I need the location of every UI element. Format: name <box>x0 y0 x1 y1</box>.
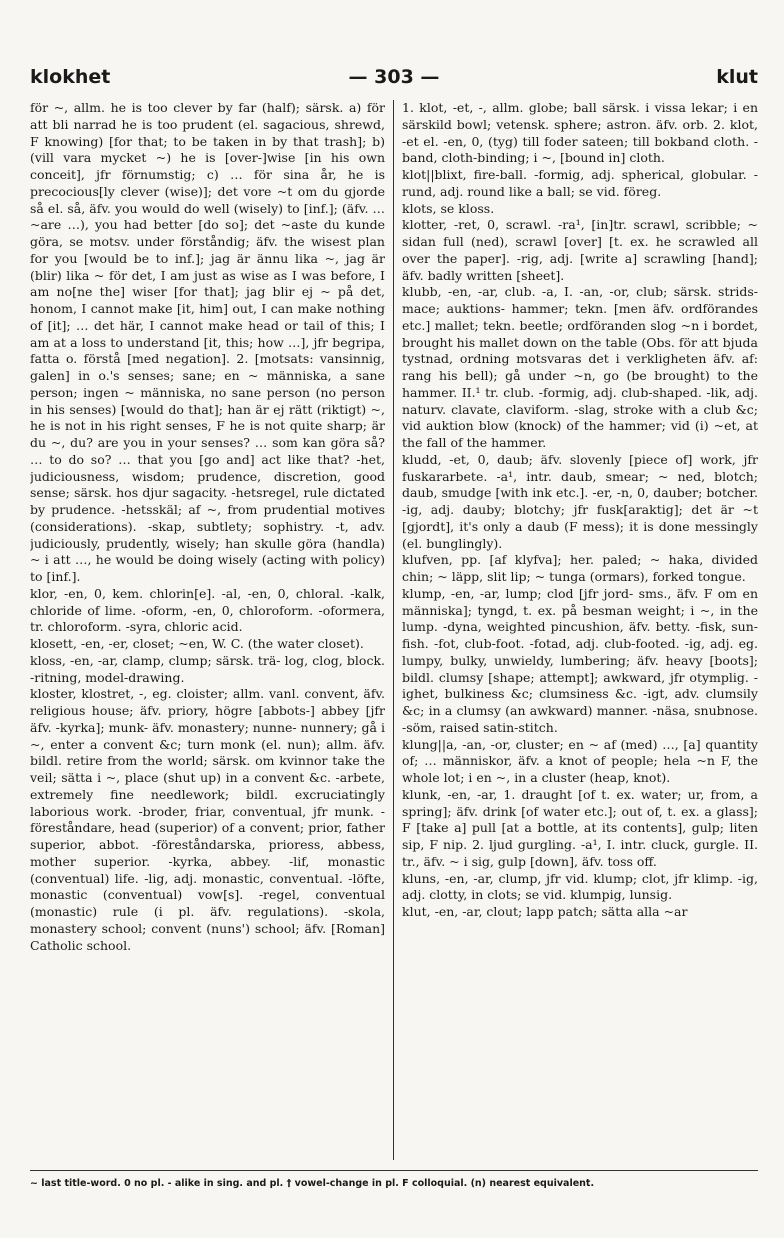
entry-kludd: kludd, -et, 0, daub; äfv. slovenly [piece of] work, jfr fuskararbete. -a¹, intr. daub, smear; ~ ned, blotch; daub, smudge [with ink etc.]. -er, -n, 0, dauber; botcher. -ig, adj. dauby; blotchy; jfr fusk[araktig]; det är ~t [gjordt], it's only a daub (F mess); it is done messingly (el. bunglingly). <box>402 451 758 551</box>
left-guide-word: klokhet <box>30 66 111 88</box>
entry-klots: klots, se kloss. <box>402 200 495 216</box>
entry-kloster: kloster, klostret, -, eg. cloister; allm. vanl. convent, äfv. religious house; äfv. priory, högre [abbots-] abbey [jfr äfv. -kyrka]; munk- äfv. monastery; nunne- nunnery; gå i ~, enter a convent &c; turn monk (el. nun); allm. äfv. bildl. retire from the world; särsk. om kvinnor take the veil; sätta i ~, place (shut up) in a convent &c. -arbete, extremely fine needlework; bildl. excruciatingly laborious work. -broder, friar, conventual, jfr munk. -föreståndare, head (superior) of a convent; prior, father superior, abbot. -föreståndarska, prioress, abbess, mother superior. -kyrka, abbey. -lif, monastic (conventual) life. -lig, adj. monastic, conventual. -löfte, monastic (conventual) vow[s]. -regel, conventual (monastic) rule (i pl. äfv. regulations). -skola, monastery school; convent (nuns') school; äfv. [Roman] Catholic school. <box>30 686 385 953</box>
entry-klufven: klufven, pp. [af klyfva]; her. paled; ~ haka, divided chin; ~ läpp, slit lip; ~ tunga (ormars), forked tongue. <box>402 552 758 584</box>
entry-klunga: klung||a, -an, -or, cluster; en ~ af (med) …, [a] quantity of; … människor, äfv. a knot of people; hela ~n F, the whole lot; i en ~, in a cluster (heap, knot). <box>402 736 758 785</box>
footer-divider <box>30 1170 758 1171</box>
entry-klunk: klunk, -en, -ar, 1. draught [of t. ex. water; ur, from, a spring]; äfv. drink [of water etc.]; out of, t. ex. a glass]; F [take a] pull [at a bottle, at its contents], gulp; liten sip, F nip. 2. ljud gurgling. -a¹, I. intr. cluck, gurgle. II. tr., äfv. ~ i sig, gulp [down], äfv. toss off. <box>402 786 758 869</box>
entry-klok: för ~, allm. he is too clever by far (half); särsk. a) för att bli narrad he is too prudent (el. sagacious, shrewd, F knowing) [for that; to be taken in by that trash]; b) (vill vara mycket ~) he is [over-]wise [in his own conceit], jfr förnumstig; c) … för sina år, he is precocious[ly clever (wise)]; det vore ~t om du gjorde så el. så, äfv. you would do well (wisely) to [inf.]; (äfv. … ~are …), you had better [do so]; det ~aste du kunde göra, se motsv. under förståndig; äfv. the wisest plan for you [would be to inf.]; jag är ännu lika ~, jag är (blir) lika ~ för det, I am just as wise as I was before, I am no[ne the] wiser [for that]; jag blir ej ~ på det, honom, I cannot make [it, him] out, I can make nothing of [it]; … det här, I cannot make head or tail of this; I am at a loss to understand [it, this; how …], jfr begripa, fatta o. förstå [med negation]. 2. [motsats: vansinnig, galen] in o.'s senses; sane; en ~ människa, a sane person; ingen ~ människa, no sane person (no person in his senses) [would do that]; han är ej rätt (riktigt) ~, he is not in his right senses, F he is not quite sharp; är du ~, du? are you in your senses? … som kan göra så? … to do so? … that you [go and] act like that? -het, judiciousness, wisdom; prudence, discretion, good sense; särsk. hos djur sagacity. -hetsregel, rule dictated by prudence. -hetsskäl; af ~, from prudential motives (considerations). -skap, subtlety; sophistry. -t, adv. judiciously, prudently, wisely; han skulle göra (handla) ~ i att …, he would be doing wisely (acting with policy) to [inf.]. <box>30 100 385 584</box>
entry-klump: klump, -en, -ar, lump; clod [jfr jord- sms., äfv. F om en människa]; tyngd, t. ex. på besman weight; i ~, in the lump. -dyna, weighted pincushion, äfv. betty. -fisk, sun-fish. -fot, club-foot. -fotad, adj. club-footed. -ig, adj. eg. lumpy, bulky, unwieldy, lumbering; äfv. heavy [boots]; bildl. clumsy [shape; attempt]; awkward, jfr otymplig. -ighet, bulkiness &c; clumsiness &c. -igt, adv. clumsily &c; in a clumsy (an awkward) manner. -näsa, snubnose. -söm, raised satin-stitch. <box>402 585 758 735</box>
entry-klotter: klotter, -ret, 0, scrawl. -ra¹, [in]tr. scrawl, scribble; ~ sidan full (ned), scrawl [over] [t. ex. he scrawled all over the paper]. -rig, adj. [write a] scrawling [hand]; äfv. badly written [sheet]. <box>402 217 758 283</box>
entry-columns <box>30 100 758 1160</box>
left-column <box>30 100 394 1160</box>
abbreviation-key: ~ last title-word. 0 no pl. - alike in sing. and pl. † vowel-change in pl. F colloquial. (n) nearest equivalent. <box>30 1178 595 1189</box>
entry-klut: klut, -en, -ar, clout; lapp patch; sätta alla ~ar <box>402 904 688 919</box>
entry-klotblixt: klot||blixt, fire-ball. -formig, adj. spherical, globular. -rund, adj. round like a ball; se vid. föreg. <box>402 167 758 199</box>
right-column <box>394 100 758 1160</box>
entry-klor: klor, -en, 0, kem. chlorin[e]. -al, -en, 0, chloral. -kalk, chloride of lime. -oform, -en, 0, chloroform. -oformera, tr. chloroform. -syra, chloric acid. <box>30 585 385 635</box>
entry-klubb: klubb, -en, -ar, club. -a, I. -an, -or, club; särsk. strids- mace; auktions- hammer; tekn. [men äfv. ordförandes etc.] mallet; tekn. beetle; ordföranden slog ~n i bordet, brought his mallet down on the table (Obs. för att bjuda tystnad, ordning motsvaras det i verkligheten äfv. af: rang his bell); gå under ~n, go (be brought) to the hammer. II.¹ tr. club. -formig, adj. club-shaped. -lik, adj. naturv. clavate, claviform. -slag, stroke with a club &c; vid auktion blow (knock) of the hammer; vid (i) ~et, at the fall of the hammer. <box>402 284 758 450</box>
entry-klosett: klosett, -en, -er, closet; ~en, W. C. (the water closet). <box>30 636 364 651</box>
page-header <box>30 66 758 94</box>
entry-klot: 1. klot, -et, -, allm. globe; ball särsk. i vissa lekar; i en särskild bowl; vetensk. sphere; astron. äfv. orb. 2. klot, -et el. -en, 0, (tyg) till foder sateen; till bokband cloth. -band, cloth-binding; i ~, [bound in] cloth. <box>402 100 758 166</box>
right-guide-word: klut <box>716 66 758 88</box>
page-number: — 303 — <box>348 66 440 88</box>
entry-kloss: kloss, -en, -ar, clamp, clump; särsk. trä- log, clog, block. -ritning, model-drawing. <box>30 652 385 685</box>
entry-kluns: kluns, -en, -ar, clump, jfr vid. klump; clot, jfr klimp. -ig, adj. clotty, in clots; se vid. klumpig, lunsig. <box>402 870 758 903</box>
